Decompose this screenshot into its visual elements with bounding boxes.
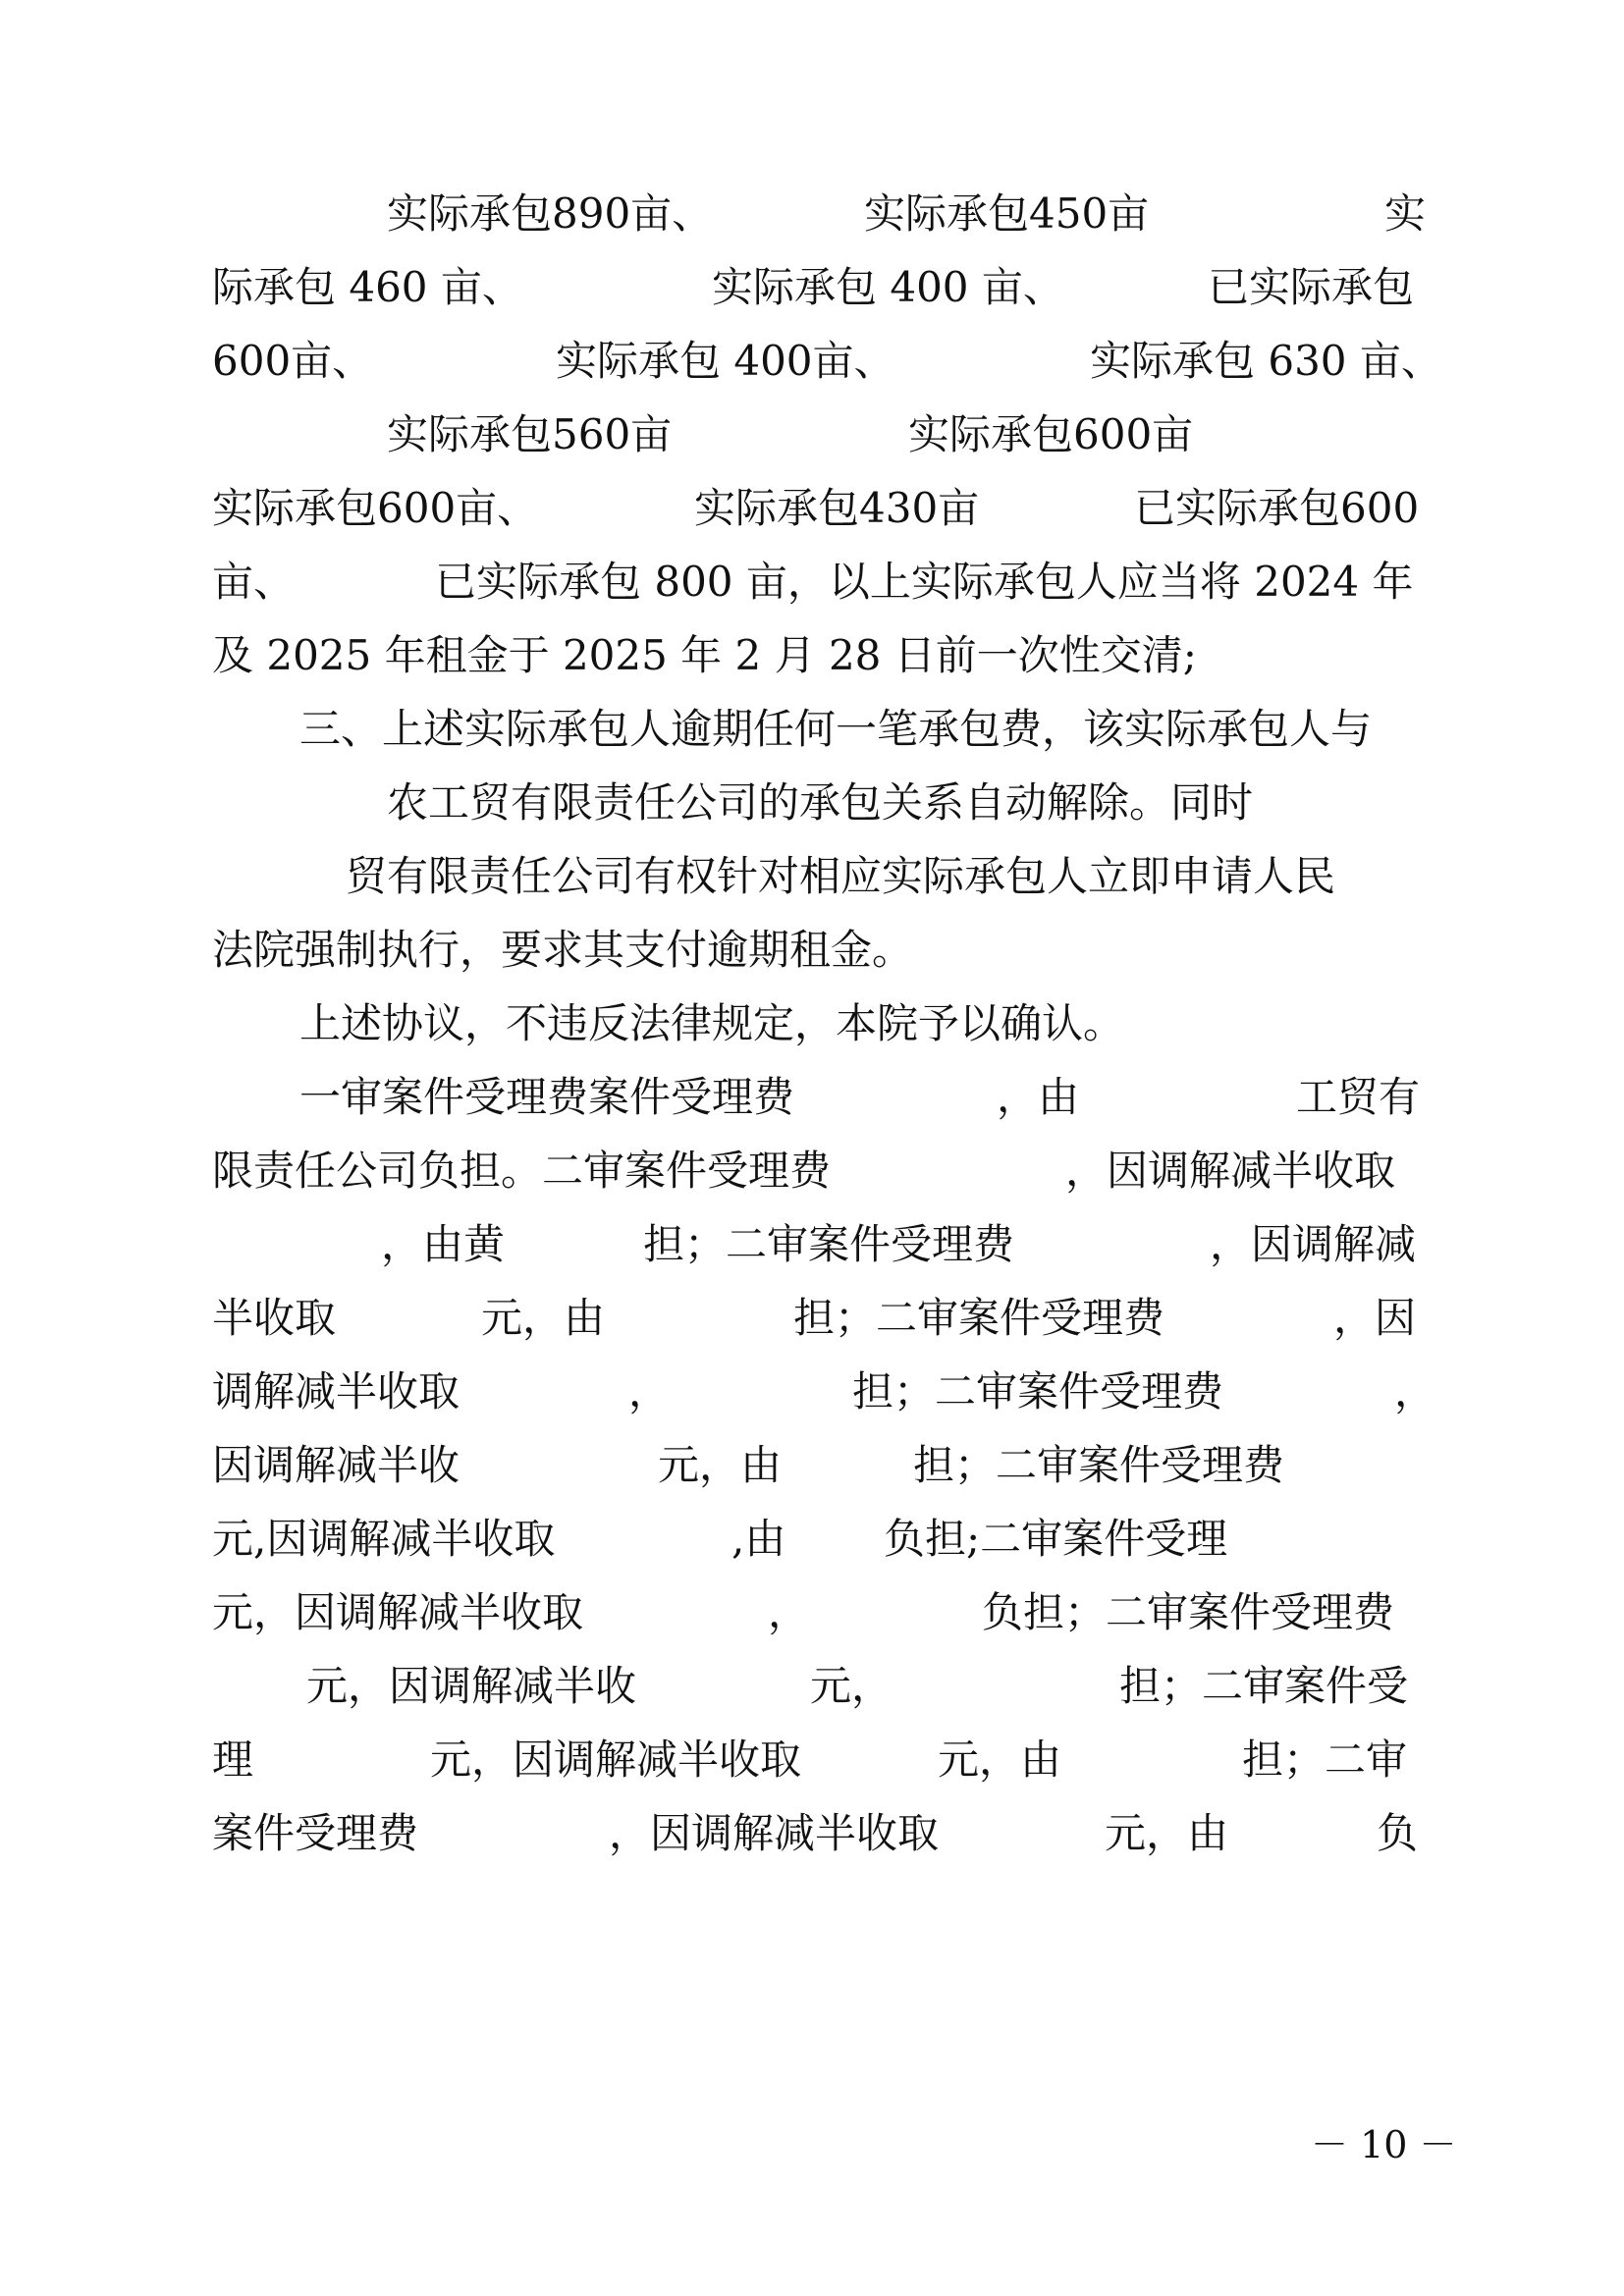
text-segment: 负担;二审案件受理 (884, 1515, 1228, 1563)
text-segment: ，因调解减半收取 (1065, 1147, 1396, 1195)
text-segment: 三、上述实际承包人逾期任何一笔承包费，该实际承包人与 (299, 705, 1373, 753)
text-segment: 调解减半收取 (212, 1367, 460, 1415)
text-segment: 农工贸有限责任公司的承包关系自动解除。同时 (387, 778, 1254, 827)
text-segment: ， (628, 1367, 671, 1415)
text-segment: 担；二审案件受理费 (793, 1294, 1165, 1342)
text-segment: 实 (1384, 189, 1427, 238)
text-line (0, 700, 1624, 759)
text-segment: 担；二审案件受理费 (643, 1220, 1015, 1268)
text-segment: 实际承包 400亩、 (556, 337, 895, 385)
text-line (0, 1804, 1624, 1863)
text-segment: 上述协议，不违反法律规定，本院予以确认。 (299, 999, 1125, 1047)
text-segment: 已实际承包 800 亩，以上实际承包人应当将 2024 年 (435, 558, 1414, 606)
text-segment: 及 2025 年租金于 2025 年 2 月 28 日前一次性交清; (212, 631, 1197, 679)
text-segment: 一审案件受理费案件受理费 (299, 1073, 795, 1121)
text-segment: 亩、 (212, 558, 296, 606)
text-segment: ，因调解减 (1210, 1220, 1417, 1268)
text-line (0, 994, 1624, 1053)
text-segment: 600亩、 (212, 337, 374, 385)
text-segment: ， (1394, 1367, 1436, 1415)
text-segment: 元，由 (658, 1441, 783, 1489)
text-line (0, 847, 1624, 906)
text-segment: 担；二审案件受理费 (852, 1367, 1224, 1415)
text-line (0, 479, 1624, 538)
text-segment: ，由黄 (381, 1220, 506, 1268)
text-line (0, 774, 1624, 832)
text-line (0, 1215, 1624, 1274)
text-segment: 元，由 (481, 1294, 606, 1342)
text-line (0, 185, 1624, 243)
text-segment: ，因 (1333, 1294, 1417, 1342)
text-segment: 元，因调解减半收 (306, 1662, 637, 1710)
text-segment: 实际承包600亩、 (212, 484, 539, 532)
text-line (0, 1142, 1624, 1201)
text-line (0, 258, 1624, 317)
page-number: － 10 － (1311, 2123, 1457, 2166)
text-segment: 已实际承包600 (1134, 484, 1420, 532)
text-line (0, 1289, 1624, 1348)
text-segment: 元，由 (1105, 1809, 1229, 1857)
text-segment: 已实际承包 (1208, 263, 1415, 311)
text-segment: 工贸有 (1296, 1073, 1421, 1121)
text-segment: 半收取 (212, 1294, 337, 1342)
text-segment: 实际承包 400 亩、 (712, 263, 1064, 311)
text-segment: 元，由 (938, 1735, 1062, 1784)
text-line (0, 626, 1624, 685)
text-segment: 贸有限责任公司有权针对相应实际承包人立即申请人民 (346, 852, 1336, 900)
text-segment: 实际承包600亩 (908, 410, 1194, 458)
text-segment: 担；二审案件受 (1119, 1662, 1409, 1710)
text-segment: 负 (1377, 1809, 1419, 1857)
text-segment: 实际承包 630 亩、 (1090, 337, 1442, 385)
text-line (0, 332, 1624, 391)
text-segment: 担；二审 (1242, 1735, 1408, 1784)
text-line (0, 1068, 1624, 1127)
text-segment: 实际承包430亩 (694, 484, 980, 532)
text-segment: 担；二审案件受理费 (913, 1441, 1285, 1489)
text-line (0, 1436, 1624, 1495)
text-line (0, 553, 1624, 612)
text-line (0, 405, 1624, 464)
text-segment: 法院强制执行，要求其支付逾期租金。 (212, 926, 914, 974)
text-segment: 元，因调解减半收取 (212, 1588, 584, 1636)
text-segment: ,由 (731, 1515, 786, 1563)
text-segment: 元，因调解减半收取 (430, 1735, 802, 1784)
text-segment: 实际承包450亩 (864, 189, 1150, 238)
text-segment: 案件受理费 (212, 1809, 419, 1857)
text-segment: 限责任公司负担。二审案件受理费 (212, 1147, 832, 1195)
text-line (0, 921, 1624, 980)
text-segment: ， (768, 1588, 810, 1636)
text-segment: 元,因调解减半收取 (212, 1515, 556, 1563)
text-line (0, 1362, 1624, 1421)
text-segment: ，由 (997, 1073, 1080, 1121)
text-segment: 际承包 460 亩、 (212, 263, 523, 311)
text-line (0, 1731, 1624, 1789)
text-segment: 因调解减半收 (212, 1441, 460, 1489)
text-line (0, 1583, 1624, 1642)
text-segment: 负担；二审案件受理费 (982, 1588, 1395, 1636)
text-line (0, 1510, 1624, 1569)
text-segment: 元， (810, 1662, 893, 1710)
text-segment: ，因调解减半收取 (609, 1809, 940, 1857)
text-segment: 实际承包890亩、 (387, 189, 714, 238)
text-segment: 实际承包560亩 (387, 410, 673, 458)
text-segment: 理 (212, 1735, 254, 1784)
text-line (0, 1657, 1624, 1716)
